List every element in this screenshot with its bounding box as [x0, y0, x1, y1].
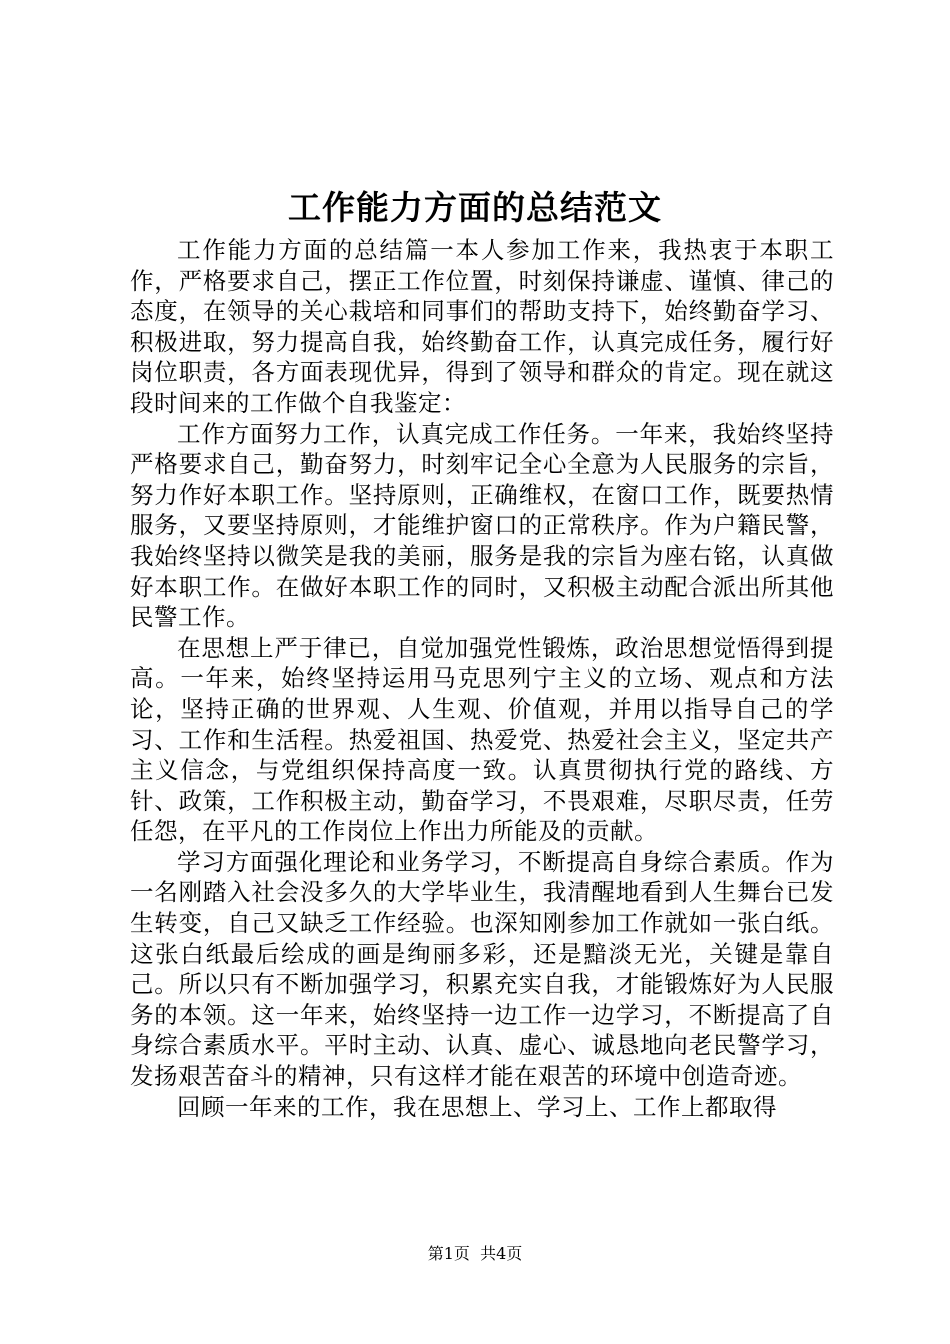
- page-footer: [0, 1243, 950, 1265]
- paragraph-5: 回顾一年来的工作，我在思想上、学习上、工作上都取得: [177, 1092, 777, 1121]
- footer-separator: [470, 1244, 480, 1263]
- page-number-total: 共4页: [480, 1244, 523, 1263]
- document-title: 工作能力方面的总结范文: [288, 188, 662, 227]
- page-number-current: 第1页: [427, 1244, 470, 1263]
- paragraph-2: 工作方面努力工作，认真完成工作任务。一年来，我始终坚持严格要求自己，勤奋努力，时刻牢记全心全意为人民服务的宗旨，努力作好本职工作。坚持原则，正确维权，在窗口工作，既要热情服务，又要坚持原则，才能维护窗口的正常秩序。作为户籍民警，我始终坚持以微笑是我的美丽，服务是我的宗旨为座右铭，认真做好本职工作。在做好本职工作的同时，又积极主动配合派出所其他民警工作。: [130, 419, 834, 632]
- paragraph-1: 工作能力方面的总结篇一本人参加工作来，我热衷于本职工作，严格要求自己，摆正工作位置，时刻保持谦虚、谨慎、律己的态度，在领导的关心栽培和同事们的帮助支持下，始终勤奋学习、积极进取，努力提高自我，始终勤奋工作，认真完成任务，履行好岗位职责，各方面表现优异，得到了领导和群众的肯定。现在就这段时间来的工作做个自我鉴定：: [130, 236, 834, 417]
- paragraph-4: 学习方面强化理论和业务学习，不断提高自身综合素质。作为一名刚踏入社会没多久的大学毕业生，我清醒地看到人生舞台已发生转变，自己又缺乏工作经验。也深知刚参加工作就如一张白纸。这张白纸最后绘成的画是绚丽多彩，还是黯淡无光，关键是靠自己。所以只有不断加强学习，积累充实自我，才能锻炼好为人民服务的本领。这一年来，始终坚持一边工作一边学习，不断提高了自身综合素质水平。平时主动、认真、虚心、诚恳地向老民警学习，发扬艰苦奋斗的精神，只有这样才能在艰苦的环境中创造奇迹。: [130, 847, 834, 1091]
- document-body: [130, 235, 834, 1122]
- paragraph-3: 在思想上严于律已，自觉加强党性锻炼，政治思想觉悟得到提高。一年来，始终坚持运用马克思列宁主义的立场、观点和方法论，坚持正确的世界观、人生观、价值观，并用以指导自己的学习、工作和生活程。热爱祖国、热爱党、热爱社会主义，坚定共产主义信念，与党组织保持高度一致。认真贯彻执行党的路线、方针、政策，工作积极主动，勤奋学习，不畏艰难，尽职尽责，任劳任怨，在平凡的工作岗位上作出力所能及的贡献。: [130, 633, 834, 846]
